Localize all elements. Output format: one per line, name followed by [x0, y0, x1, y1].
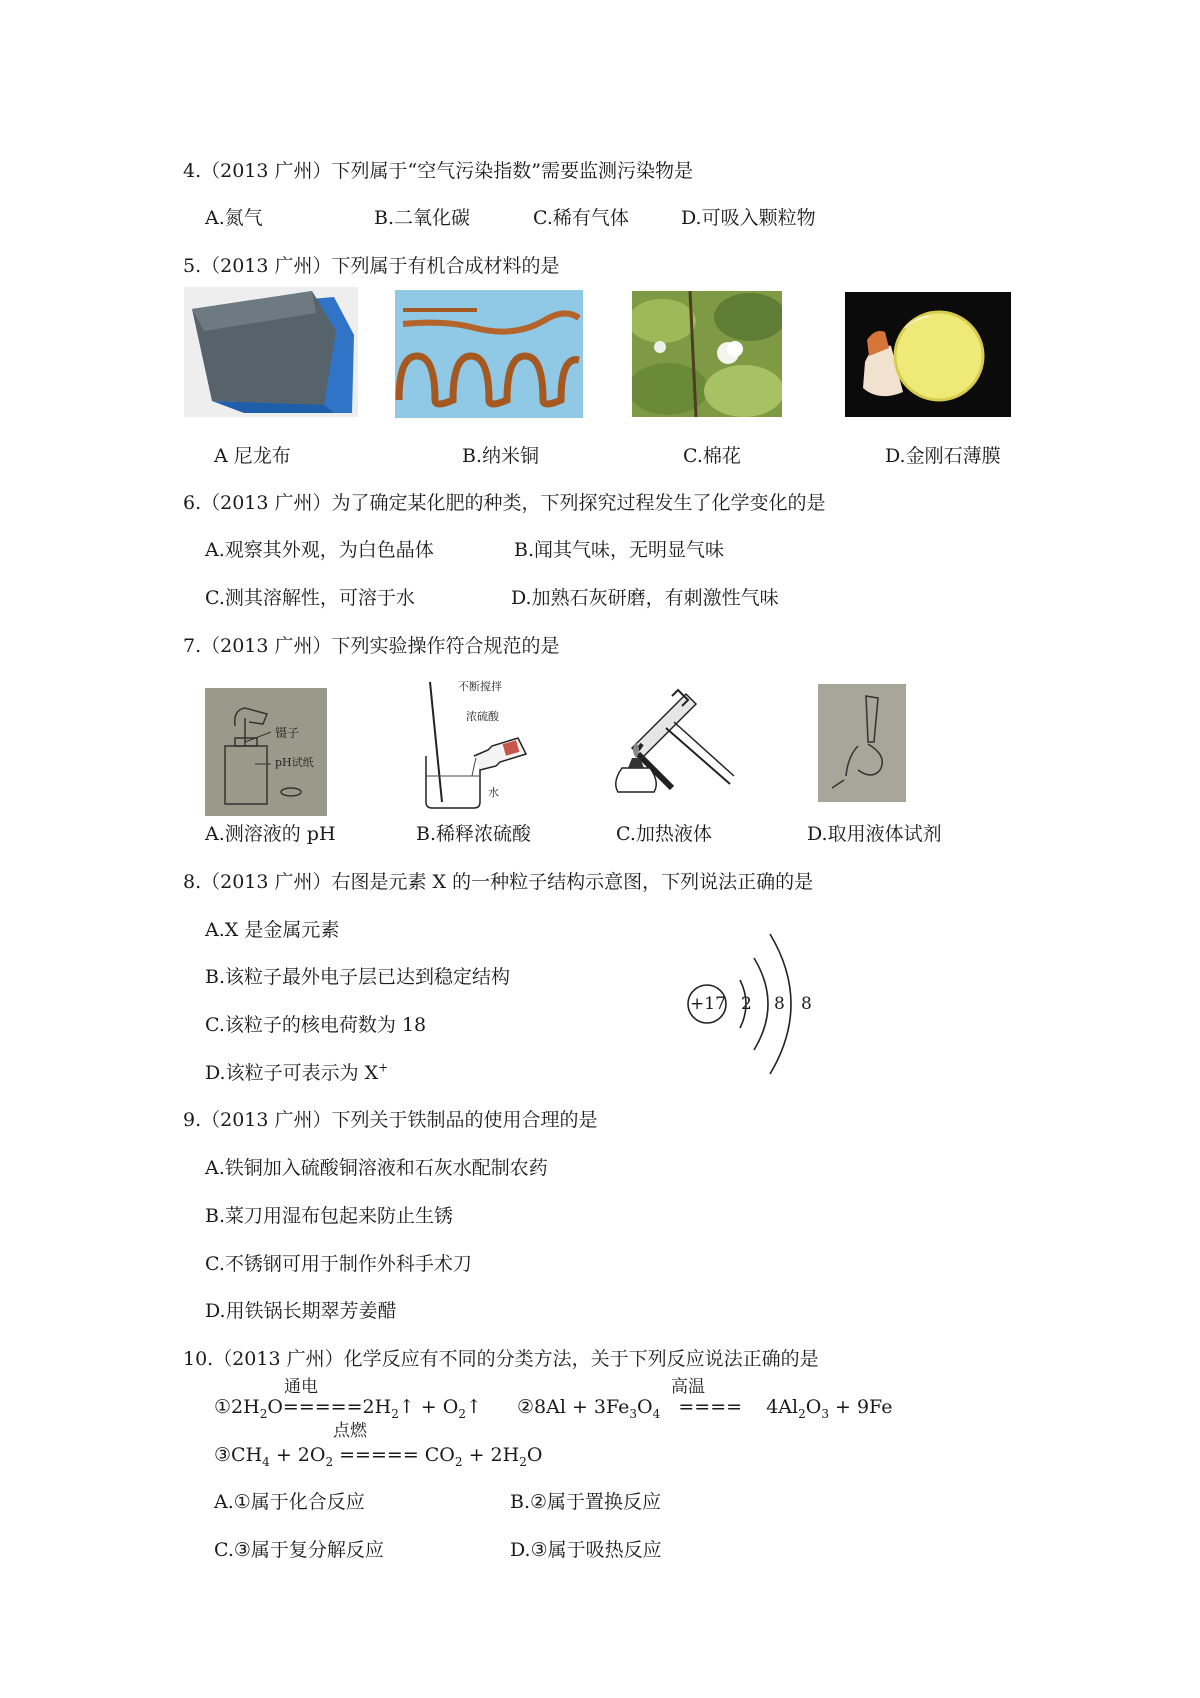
reaction-2-condition: 高温 — [671, 1377, 705, 1397]
shell-2-electrons: 8 — [774, 994, 785, 1014]
q7-option-d: D.取用液体试剂 — [807, 823, 942, 845]
diamond-film-image — [845, 292, 1011, 417]
q8-option-c: C.该粒子的核电荷数为 18 — [205, 1014, 427, 1036]
q5-option-c: C.棉花 — [683, 445, 741, 467]
reaction-1-condition: 通电 — [284, 1377, 318, 1397]
q6-option-d: D.加熟石灰研磨，有刺激性气味 — [511, 587, 779, 609]
nucleus-charge: +17 — [690, 994, 726, 1014]
nano-copper-image — [395, 290, 583, 418]
q6-option-b: B.闻其气味，无明显气味 — [514, 539, 725, 561]
stir-label: 不断搅拌 — [458, 680, 502, 693]
q8-option-d — [205, 1061, 388, 1085]
q10-option-a: A.①属于化合反应 — [214, 1491, 365, 1513]
shell-1-electrons: 2 — [741, 994, 752, 1014]
q9-option-b: B.菜刀用湿布包起来防止生锈 — [205, 1205, 454, 1227]
q4-option-d: D.可吸入颗粒物 — [681, 207, 816, 229]
q8-option-a: A.X 是金属元素 — [205, 919, 340, 941]
ph-paper-label: pH试纸 — [275, 756, 314, 769]
reaction-3-equation: $③CH_4 + 2O_2$ ===== $CO_2 + 2H_2O$ — [214, 1444, 543, 1469]
ph-tweezers-label: 镊子 — [275, 726, 300, 740]
q5-option-a: A 尼龙布 — [214, 445, 291, 467]
q6-option-a: A.观察其外观，为白色晶体 — [205, 539, 434, 561]
q8-option-d-charge: + — [378, 1060, 389, 1075]
q7-option-c: C.加热液体 — [616, 823, 712, 845]
reaction-2-equation: ②8Al + $3Fe_3O_4$ ==== $4Al_2O_3 + 9Fe$ — [517, 1396, 893, 1421]
cotton-image — [632, 291, 782, 417]
q9-option-a: A.铁铜加入硫酸铜溶液和石灰水配制农药 — [205, 1157, 548, 1179]
nylon-cloth-image — [184, 287, 358, 417]
q10-option-b: B.②属于置换反应 — [510, 1491, 662, 1513]
take-liquid-image — [818, 684, 906, 802]
q4-stem: 4.（2013 广州）下列属于“空气污染指数”需要监测污染物是 — [183, 160, 693, 182]
q9-option-c: C.不锈钢可用于制作外科手术刀 — [205, 1253, 472, 1275]
heat-liquid-image — [602, 688, 736, 806]
reaction-1-equation: $①2H_2O=====2H_2↑$ + $O_2↑$ — [214, 1396, 482, 1421]
q6-stem: 6.（2013 广州）为了确定某化肥的种类，下列探究过程发生了化学变化的是 — [183, 492, 826, 514]
q9-option-d: D.用铁锅长期翠芳姜醋 — [205, 1300, 397, 1322]
q9-stem: 9.（2013 广州）下列关于铁制品的使用合理的是 — [183, 1109, 598, 1131]
water-label: 水 — [488, 786, 499, 799]
q4-option-b: B.二氧化碳 — [374, 207, 471, 229]
conc-acid-label: 浓硫酸 — [466, 710, 499, 723]
q5-option-d: D.金刚石薄膜 — [885, 445, 1001, 467]
q8-stem: 8.（2013 广州）右图是元素 X 的一种粒子结构示意图，下列说法正确的是 — [183, 871, 814, 893]
ph-test-image — [205, 688, 327, 816]
q10-option-c: C.③属于复分解反应 — [214, 1539, 384, 1561]
q5-stem: 5.（2013 广州）下列属于有机合成材料的是 — [183, 255, 560, 277]
q8-option-b: B.该粒子最外电子层已达到稳定结构 — [205, 966, 511, 988]
shell-3-electrons: 8 — [801, 994, 812, 1014]
q7-stem: 7.（2013 广州）下列实验操作符合规范的是 — [183, 635, 560, 657]
q5-option-b: B.纳米铜 — [462, 445, 540, 467]
atom-structure-diagram — [680, 920, 820, 1084]
q10-option-d: D.③属于吸热反应 — [510, 1539, 662, 1561]
q10-stem: 10.（2013 广州）化学反应有不同的分类方法，关于下列反应说法正确的是 — [183, 1348, 819, 1370]
q8-option-d-text: D.该粒子可表示为 X — [205, 1062, 379, 1084]
q6-option-c: C.测其溶解性，可溶于水 — [205, 587, 415, 609]
q4-option-a: A.氮气 — [205, 207, 263, 229]
dilute-acid-image — [418, 676, 538, 814]
q7-option-a: A.测溶液的 pH — [205, 823, 336, 845]
reaction-3-condition: 点燃 — [333, 1421, 367, 1441]
q7-option-b: B.稀释浓硫酸 — [416, 823, 532, 845]
q4-option-c: C.稀有气体 — [533, 207, 629, 229]
